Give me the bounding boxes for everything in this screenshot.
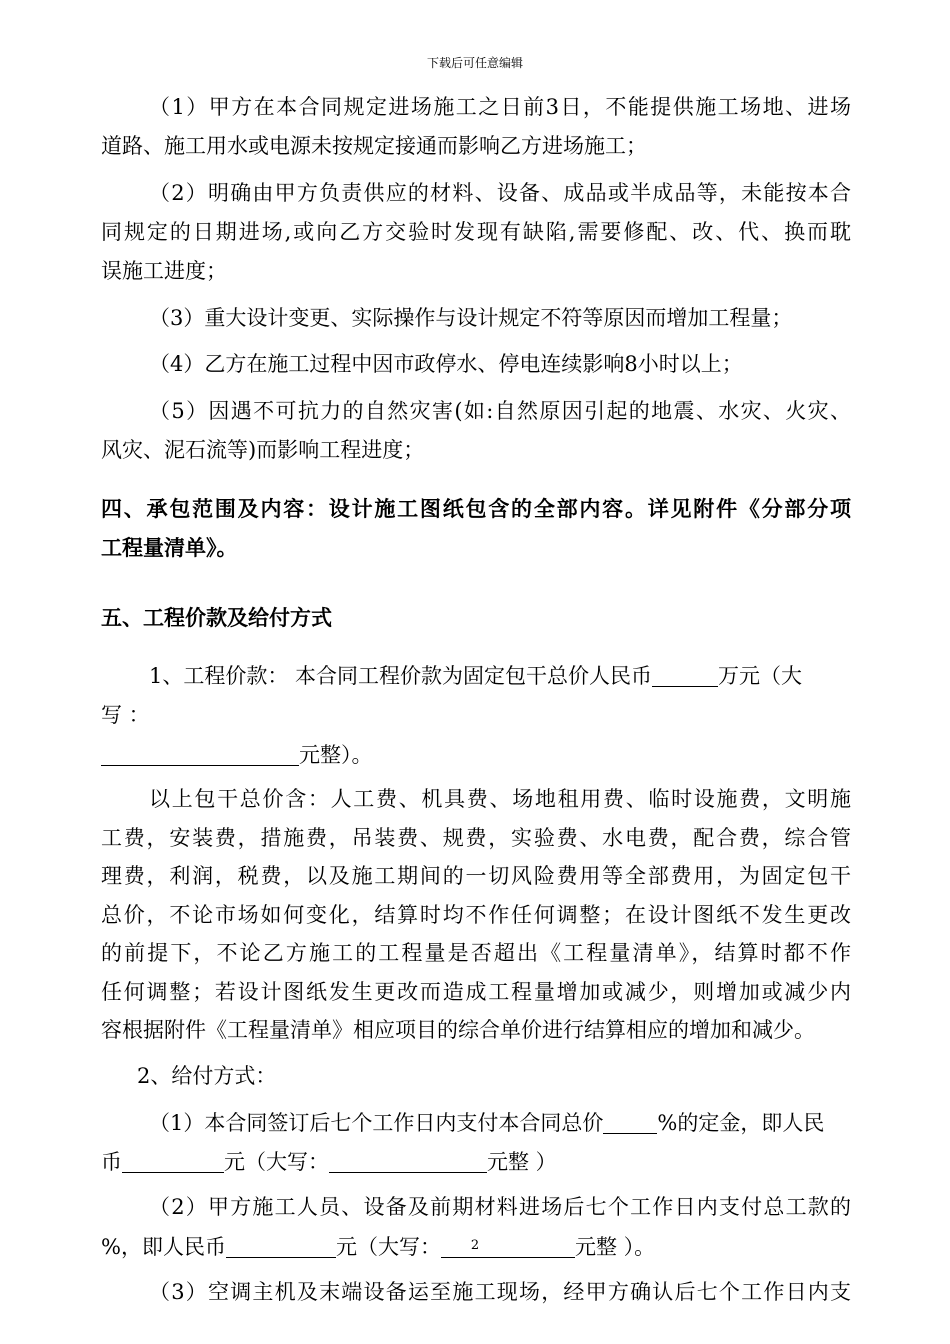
section-heading-4: 四、承包范围及内容：设计施工图纸包含的全部内容。详见附件《分部分项 [101,496,851,521]
clause-line: （1）甲方在本合同规定进场施工之日前3日，不能提供施工场地、进场 [149,95,851,119]
included-costs-line: 任何调整；若设计图纸发生更改而造成工程量增加或减少，则增加或减少内 [101,980,851,1004]
page-header-note: 下载后可任意编辑 [426,56,523,70]
payment-item-1-text: （1）本合同签订后七个工作日内支付本合同总价 [149,1111,604,1135]
included-costs-line: 工费，安装费，措施费，吊装费、规费，实验费、水电费，配合费，综合管 [101,826,851,850]
price-unit: 万元（大 [718,664,803,688]
page-number: 2 [470,1238,480,1253]
clause-line: （2）明确由甲方负责供应的材料、设备、成品或半成品等，未能按本合 [149,181,851,205]
clause-line: （3）重大设计变更、实际操作与设计规定不符等原因而增加工程量； [149,306,793,330]
section-heading-5: 五、工程价款及给付方式 [101,605,332,630]
included-costs-line: 以上包干总价含：人工费、机具费、场地租用费、临时设施费，文明施 [149,787,851,811]
price-line [149,661,802,691]
price-uppercase-suffix: 元整）。 [299,743,373,767]
uppercase-label: 元（大写： [335,1235,441,1259]
included-costs-line: 容根据附件《工程量清单》相应项目的综合单价进行结算相应的增加和减少。 [101,1018,815,1042]
amount-suffix: 元整 ） [487,1150,557,1174]
deposit-amount-blank[interactable] [122,1150,224,1173]
price-label: 1、工程价款： 本合同工程价款为固定包干总价人民币 [149,664,653,688]
included-costs-line: 的前提下，不论乙方施工的工程量是否超出《工程量清单》，结算时都不作 [101,941,851,965]
payment-item-1 [149,1108,824,1138]
price-uppercase-blank[interactable] [101,743,299,766]
clause-line: 道路、施工用水或电源未按规定接通而影响乙方进场施工； [101,134,647,158]
clause-line: 误施工进度； [101,259,227,283]
clause-line: （4）乙方在施工过程中因市政停水、停电连续影响8小时以上； [149,352,743,376]
included-costs-line: 理费，利润，税费，以及施工期间的一切风险费用等全部费用，为固定包干 [101,864,851,888]
clause-line: 同规定的日期进场,或向乙方交验时发现有缺陷,需要修配、改、代、换而耽 [101,220,851,244]
price-uppercase-label: 写 ： [101,703,150,727]
currency-label: 币 [101,1150,122,1174]
clause-line: （5）因遇不可抗力的自然灾害(如:自然原因引起的地震、水灾、火灾、 [149,399,851,423]
amount-suffix: 元整 ）。 [574,1235,656,1259]
payment-item-1-suffix: %的定金，即人民 [657,1111,825,1135]
deposit-percent-blank[interactable] [603,1111,657,1134]
payment-method-heading: 2、给付方式： [137,1064,277,1088]
section-heading-4-cont: 工程量清单》。 [101,535,238,560]
deposit-uppercase-blank[interactable] [329,1150,487,1173]
uppercase-label: 元（大写： [224,1150,329,1174]
price-uppercase-line [101,740,373,770]
clause-line: 风灾、泥石流等)而影响工程进度； [101,438,425,462]
payment-item-1-amount [101,1147,557,1177]
payment-item-2: （2）甲方施工人员、设备及前期材料进场后七个工作日内支付总工款的 [149,1195,851,1219]
percent-label: %，即人民币 [101,1235,226,1259]
included-costs-line: 总价，不论市场如何变化，结算时均不作任何调整；在设计图纸不发生更改 [101,903,851,927]
payment-item-3: （3）空调主机及末端设备运至施工现场，经甲方确认后七个工作日内支 [149,1280,851,1304]
price-amount-blank[interactable] [652,664,718,687]
